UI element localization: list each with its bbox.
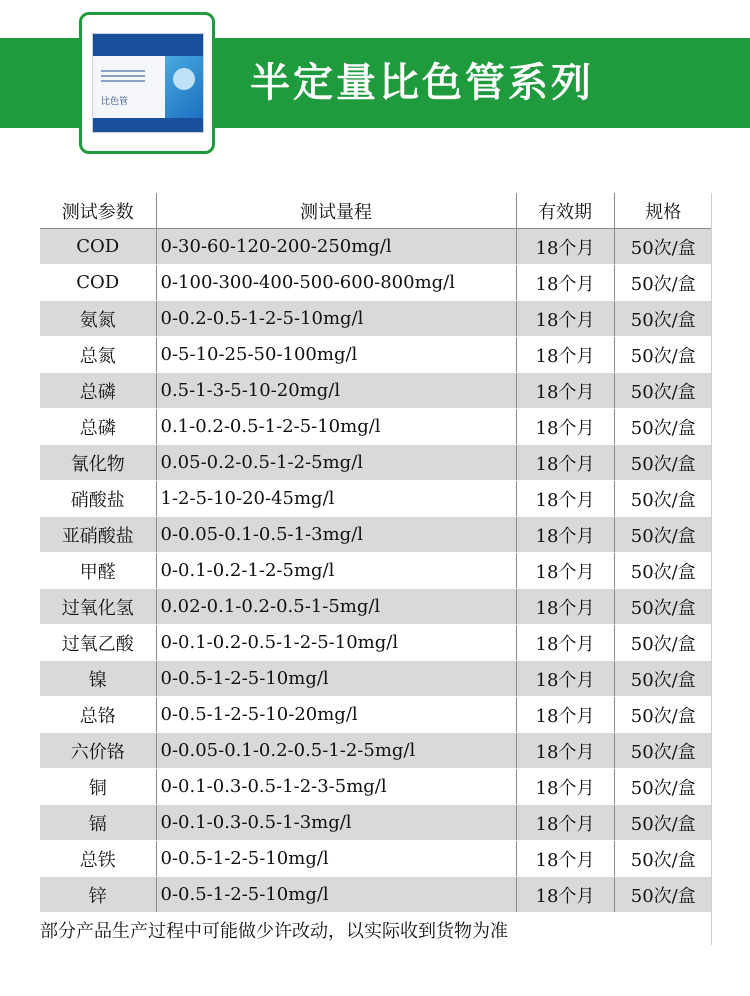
cell-range: 0-0.5-1-2-5-10mg/l	[156, 877, 516, 913]
cell-spec: 50次/盒	[614, 445, 712, 481]
cell-shelf-life: 18个月	[516, 769, 614, 805]
cell-parameter: 过氧乙酸	[40, 625, 156, 661]
cell-range: 0.1-0.2-0.5-1-2-5-10mg/l	[156, 409, 516, 445]
cell-parameter: 镉	[40, 805, 156, 841]
table-row	[40, 625, 712, 661]
cell-parameter: 硝酸盐	[40, 481, 156, 517]
cell-spec: 50次/盒	[614, 517, 712, 553]
cell-parameter: 六价铬	[40, 733, 156, 769]
spec-table	[40, 193, 712, 913]
cell-spec: 50次/盒	[614, 733, 712, 769]
cell-range: 0-0.05-0.1-0.2-0.5-1-2-5mg/l	[156, 733, 516, 769]
footnote: 部分产品生产过程中可能做少许改动，以实际收到货物为准	[40, 921, 508, 942]
cell-spec: 50次/盒	[614, 229, 712, 265]
cell-range: 0-0.1-0.3-0.5-1-2-3-5mg/l	[156, 769, 516, 805]
cell-shelf-life: 18个月	[516, 229, 614, 265]
cell-range: 1-2-5-10-20-45mg/l	[156, 481, 516, 517]
cell-parameter: COD	[40, 229, 156, 265]
cell-shelf-life: 18个月	[516, 877, 614, 913]
cell-spec: 50次/盒	[614, 841, 712, 877]
cell-parameter: COD	[40, 265, 156, 301]
cell-shelf-life: 18个月	[516, 841, 614, 877]
header-spec: 规格	[614, 193, 712, 229]
cell-spec: 50次/盒	[614, 769, 712, 805]
table-row	[40, 445, 712, 481]
cell-parameter: 镍	[40, 661, 156, 697]
table-row	[40, 517, 712, 553]
cell-parameter: 总磷	[40, 409, 156, 445]
table-right-border	[711, 193, 712, 945]
cell-parameter: 铜	[40, 769, 156, 805]
product-label: 比色管	[101, 97, 129, 107]
header-range: 测试量程	[156, 193, 516, 229]
cell-range: 0-0.5-1-2-5-10mg/l	[156, 841, 516, 877]
cell-spec: 50次/盒	[614, 661, 712, 697]
cell-parameter: 甲醛	[40, 553, 156, 589]
cell-shelf-life: 18个月	[516, 445, 614, 481]
cell-range: 0-0.5-1-2-5-10mg/l	[156, 661, 516, 697]
table-row	[40, 589, 712, 625]
cell-spec: 50次/盒	[614, 301, 712, 337]
cell-shelf-life: 18个月	[516, 301, 614, 337]
cell-shelf-life: 18个月	[516, 625, 614, 661]
cell-spec: 50次/盒	[614, 481, 712, 517]
table-row	[40, 409, 712, 445]
cell-range: 0-5-10-25-50-100mg/l	[156, 337, 516, 373]
cell-spec: 50次/盒	[614, 337, 712, 373]
cell-shelf-life: 18个月	[516, 337, 614, 373]
cell-range: 0.02-0.1-0.2-0.5-1-5mg/l	[156, 589, 516, 625]
cell-parameter: 总铁	[40, 841, 156, 877]
header-parameter: 测试参数	[40, 193, 156, 229]
table-row	[40, 733, 712, 769]
cell-spec: 50次/盒	[614, 805, 712, 841]
cell-range: 0-0.2-0.5-1-2-5-10mg/l	[156, 301, 516, 337]
table-header-row	[40, 193, 712, 229]
table-row	[40, 229, 712, 265]
cell-spec: 50次/盒	[614, 589, 712, 625]
cell-spec: 50次/盒	[614, 553, 712, 589]
cell-shelf-life: 18个月	[516, 589, 614, 625]
table-row	[40, 877, 712, 913]
cell-parameter: 总磷	[40, 373, 156, 409]
table-row	[40, 553, 712, 589]
table-row	[40, 265, 712, 301]
cell-range: 0-0.1-0.3-0.5-1-3mg/l	[156, 805, 516, 841]
cell-parameter: 总铬	[40, 697, 156, 733]
cell-parameter: 氨氮	[40, 301, 156, 337]
table-row	[40, 697, 712, 733]
product-box-illustration	[92, 33, 204, 133]
cell-range: 0-0.05-0.1-0.5-1-3mg/l	[156, 517, 516, 553]
cell-spec: 50次/盒	[614, 265, 712, 301]
cell-spec: 50次/盒	[614, 409, 712, 445]
product-image	[79, 12, 215, 154]
cell-shelf-life: 18个月	[516, 553, 614, 589]
cell-range: 0-0.1-0.2-1-2-5mg/l	[156, 553, 516, 589]
table-row	[40, 661, 712, 697]
cell-range: 0.05-0.2-0.5-1-2-5mg/l	[156, 445, 516, 481]
cell-range: 0-100-300-400-500-600-800mg/l	[156, 265, 516, 301]
table-row	[40, 805, 712, 841]
cell-range: 0-0.1-0.2-0.5-1-2-5-10mg/l	[156, 625, 516, 661]
cell-spec: 50次/盒	[614, 625, 712, 661]
cell-parameter: 总氮	[40, 337, 156, 373]
table-row	[40, 481, 712, 517]
cell-spec: 50次/盒	[614, 697, 712, 733]
cell-shelf-life: 18个月	[516, 265, 614, 301]
cell-range: 0.5-1-3-5-10-20mg/l	[156, 373, 516, 409]
cell-spec: 50次/盒	[614, 877, 712, 913]
cell-shelf-life: 18个月	[516, 805, 614, 841]
table-row	[40, 841, 712, 877]
cell-shelf-life: 18个月	[516, 517, 614, 553]
page-title: 半定量比色管系列	[250, 60, 594, 106]
cell-shelf-life: 18个月	[516, 481, 614, 517]
cell-parameter: 亚硝酸盐	[40, 517, 156, 553]
cell-shelf-life: 18个月	[516, 697, 614, 733]
cell-shelf-life: 18个月	[516, 661, 614, 697]
cell-parameter: 锌	[40, 877, 156, 913]
cell-parameter: 氰化物	[40, 445, 156, 481]
header-shelf-life: 有效期	[516, 193, 614, 229]
cell-shelf-life: 18个月	[516, 409, 614, 445]
table-row	[40, 301, 712, 337]
cell-spec: 50次/盒	[614, 373, 712, 409]
cell-range: 0-30-60-120-200-250mg/l	[156, 229, 516, 265]
cell-shelf-life: 18个月	[516, 733, 614, 769]
cell-parameter: 过氧化氢	[40, 589, 156, 625]
table-row	[40, 373, 712, 409]
cell-range: 0-0.5-1-2-5-10-20mg/l	[156, 697, 516, 733]
table-row	[40, 337, 712, 373]
table-row	[40, 769, 712, 805]
cell-shelf-life: 18个月	[516, 373, 614, 409]
